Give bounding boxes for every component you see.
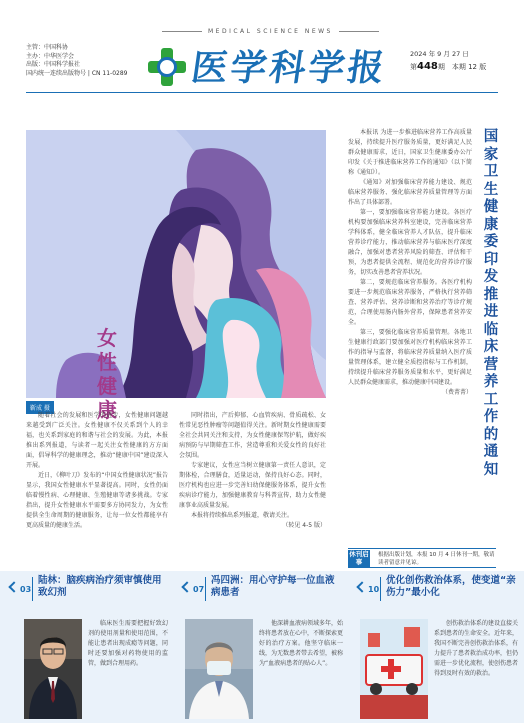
- publisher-line: 出版：中国科学报社: [26, 61, 81, 68]
- suspension-notice: [348, 548, 496, 568]
- english-title: MEDICAL SCIENCE NEWS: [208, 28, 333, 35]
- portrait-photo-feng-sizhou: [185, 619, 253, 719]
- lead-paragraph-2: 近日，《柳叶刀》发布的“中国女性健康状况”报告显示，我国女性健康水平显著提高。同时，女性仍面临着慢性病、心理健康、生殖健康等诸多挑战。专家指出，提升女性健康水平需要多方协同发力，为女性提供全生命周期的健康服务，让每一位女性都能享有更高质量的健康生活。: [26, 472, 168, 529]
- publication-info: [26, 44, 128, 78]
- article-paragraph-5: 第三，要强化临床营养质量管理。各地卫生健康行政部门要加强对医疗机构临床营养工作的指导与监督，将临床营养质量纳入医疗质量管理体系，建立健全质控指标与工作机制，持续提升临床营养服务质量和水平，更好满足人民群众健康需求，推动健康中国建设。: [348, 329, 472, 386]
- teaser-body-03: 临床医生需要把握好致幻剂的使用剂量和使用范围，不能让患者出现成瘾等问题，同时还要加强对药物使用的监管，做到合理用药。: [88, 620, 168, 667]
- teaser-headline-10: 优化创伤救治体系，使变道“亲伤力”最小化: [386, 575, 516, 598]
- lead-paragraph-3: 同时指出，产后抑郁、心血管疾病、骨质疏松、女性常见恶性肿瘤等问题值得关注。新时期女性健康需要全社会共同关注和支持，为女性健康保驾护航，做好疾病预防与早期筛查工作，营造尊重和关爱女性的良好社会氛围。: [179, 412, 326, 459]
- issue-date: 2024 年 9 月 27 日: [410, 50, 469, 58]
- article-paragraph-3: 第一，要加强临床营养能力建设。各医疗机构要加强临床营养科室建设，完善临床营养学科体系，健全临床营养人才队伍，提升临床营养诊疗能力，推动临床营养与临床医疗深度融合，加强对患者营养风险的筛查、评估和干预，为患者提供全流程、规范化的营养诊疗服务，切实改善患者营养状况。: [348, 209, 472, 276]
- teaser-headline-03: 陆林：脑疾病治疗须审慎使用致幻剂: [38, 575, 162, 598]
- lead-paragraph-1: 随着社会的发展和医学的进步，女性健康问题越来越受到广泛关注。女性健康不仅关系到个人的幸福，也关系到家庭的和谐与社会的发展。为此，本报推出系列报道，与读者一起关注女性健康的方方面面，倡导科学的健康理念，推动“健康中国”建设深入开展。: [26, 412, 168, 469]
- lead-column-2: [179, 411, 326, 569]
- teaser-tile-07[interactable]: [175, 571, 350, 723]
- article-byline: （费菁菁）: [441, 389, 472, 396]
- lead-paragraph-4: 专家建议，女性应当树立健康第一责任人意识，定期体检，合理膳食，适量运动，保持良好心态。同时，医疗机构也应进一步完善妇幼保健服务体系，提升女性疾病诊疗能力，加强健康教育与科普宣传，助力女性健康事业高质量发展。: [179, 462, 326, 509]
- teaser-body-10: 创伤救治体系的建设直接关系到患者的生命安全。近年来，我国不断完善创伤救治体系，有力提升了患者救治成功率，但仍需进一步优化流程，使创伤患者得到及时有效的救治。: [434, 620, 519, 677]
- headline-vertical: 国 家 卫 生 健 康 委 印 发 推 进 临 床 营 养 工 作 的 通 知: [483, 128, 499, 478]
- lead-paragraph-5: 本报将持续推出系列报道，敬请关注。: [191, 512, 294, 519]
- women-silhouettes-illustration: [26, 130, 326, 398]
- teaser-headline-07: 冯四洲：用心守护每一位血液病患者: [211, 575, 335, 598]
- masthead-divider: [26, 92, 498, 93]
- masthead: [0, 0, 524, 92]
- photo-credit: 靳成 摄: [26, 401, 54, 414]
- newspaper-title: 医学科学报: [188, 47, 390, 89]
- article-paragraph-4: 第二，要规范临床营养服务。各医疗机构要进一步规范临床营养服务，严格执行营养筛查、营养评估、营养诊断和营养治疗等诊疗规范，合理使用肠内肠外营养，保障患者营养安全。: [348, 279, 472, 326]
- page-ref-07: 07: [183, 583, 204, 594]
- hero-title: 女 性 健 康: [97, 326, 117, 422]
- host-line: 主办：中华医学会: [26, 52, 75, 60]
- sponsor-line: 主管：中国科协: [26, 44, 69, 51]
- issue-number: 第448期 本期 12 版: [410, 61, 487, 72]
- cross-logo-icon: [148, 48, 186, 86]
- teaser-tile-10[interactable]: [350, 571, 524, 723]
- article-paragraph-2: 《通知》对加强临床营养能力建设、规范临床营养服务、强化临床营养质量管理等方面作出了具体部署。: [348, 179, 472, 206]
- trauma-rescue-illustration: [360, 619, 428, 719]
- cn-line: 国内统一连续出版物号 | CN 11-0289: [26, 69, 128, 77]
- teaser-body-07: 他深耕血液病领域多年，始终将患者放在心中，不断探索更好的治疗方案。他坚守临床一线，为无数患者带去希望，被称为“血液病患者的贴心人”。: [259, 620, 344, 667]
- notice-text: 根据出版计划，本报 10 月 4 日休刊一期，敬请读者留意并见谅。: [378, 552, 495, 566]
- notice-tag: 休刊启事: [349, 550, 369, 566]
- page-ref-10: 10: [358, 583, 379, 594]
- article-paragraph-1: 本报讯 为进一步推进临床营养工作高质量发展，持续提升医疗服务质量，更好满足人民群众健康需求，近日，国家卫生健康委办公厅印发《关于推进临床营养工作的通知》（以下简称《通知》）。: [348, 129, 472, 176]
- continuation-note: （转见 4-5 版）: [282, 522, 326, 529]
- portrait-photo-lu-lin: [24, 619, 82, 719]
- lead-column-1: [26, 411, 168, 569]
- teaser-strip: [0, 571, 524, 723]
- page-ref-03: 03: [10, 583, 31, 594]
- teaser-tile-03[interactable]: [0, 571, 175, 723]
- notice-article-body: [348, 128, 472, 544]
